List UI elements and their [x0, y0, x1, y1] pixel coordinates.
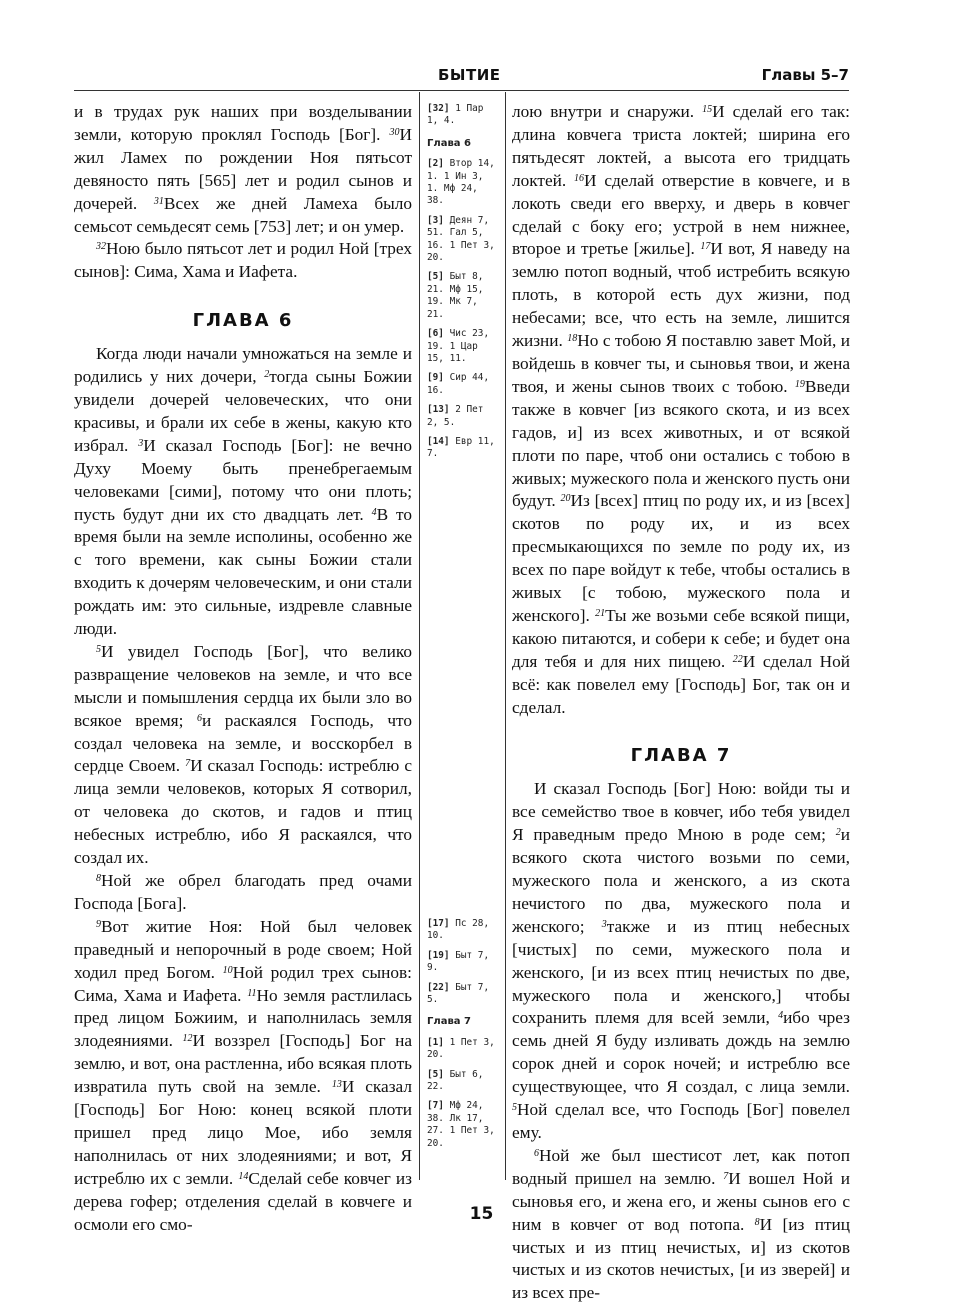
verse-text: И вот, Я наведу на землю потоп водный, чтоб истребить всякую плоть, в которой есть дух жизни, под небесами; все, что есть на земле, лишится жизни. [512, 239, 850, 351]
ref-citation: Быт 8, 21. Мф 15, 19. Мк 7, 21. [427, 271, 484, 320]
verse-text: Ной сделал все, что Господь [Бог] повелел ему. [512, 1100, 850, 1142]
cross-reference [427, 982, 499, 1007]
header-rule [74, 90, 849, 91]
verse-number: 15 [702, 104, 713, 115]
ref-verse-number: [1] [427, 1036, 444, 1048]
verse-text: и всякого скота чистого возьми по семи, мужеского пола и женского, а из скота нечистого по два, мужеского пола и женского; [512, 825, 851, 936]
left-text-column [74, 101, 412, 1237]
cross-reference [427, 1037, 499, 1062]
ref-verse-number: [14] [427, 435, 450, 447]
ref-citation: Деян 7, 51. Гал 5, 16. 1 Пет 3, 20. [427, 214, 495, 264]
verse-number: 10 [222, 964, 233, 976]
verse-text: Сделай себе ковчег из дерева гофер; отделения сделай в ковчеге и осмоли его смо- [74, 1168, 412, 1234]
ref-citation: 1 Пар 1, 4. [427, 103, 484, 127]
verse-text: Но земля растлилась пред лицом Божиим, и наполнилась земля злодеяниями. [74, 985, 413, 1051]
verse-number: 6 [196, 712, 202, 724]
verse-text: В то время были на земле исполины, особенно же с того времени, как сыны Божии стали входить к дочерям человеческим, и они стали рождать им: это сильные, издревле славные люди. [74, 504, 412, 639]
verse-number: 21 [595, 607, 606, 619]
verse-text: Когда люди начали умножаться на земле и родились у них дочери, [74, 344, 412, 387]
verse-number: 18 [567, 333, 578, 345]
ref-verse-number: [13] [427, 404, 450, 416]
ref-citation: 1 Пет 3, 20. [427, 1036, 495, 1061]
ref-chapter-label: Глава 7 [427, 1016, 471, 1028]
verse-text: И сказал Господь: истреблю с лица земли человеков, которых Я сотворил, от человека до скотов, и гадов и птиц небесных истреблю, ибо Я раскаялся, что создал их. [74, 756, 412, 868]
verse-number: 20 [560, 493, 571, 505]
ref-verse-number: [9] [427, 372, 444, 384]
verse-number: 8 [754, 1216, 760, 1228]
verse-number: 7 [723, 1170, 729, 1182]
right-text-column [512, 101, 850, 1305]
ref-citation: Быт 7, 5. [427, 981, 490, 1006]
column-divider-right [505, 92, 506, 1180]
verse-number: 30 [389, 126, 400, 138]
verse-text: лою внутри и снаружи. [512, 102, 695, 121]
verse-number: 31 [153, 195, 164, 207]
verse-number: 16 [574, 172, 585, 184]
chapter-range: Главы 5–7 [761, 66, 849, 84]
verse-paragraph [74, 641, 412, 870]
verse-paragraph [74, 343, 412, 641]
ref-citation: Быт 6, 22. [427, 1068, 484, 1093]
cross-reference [427, 103, 499, 128]
cross-reference [427, 215, 499, 265]
verse-number: 9 [96, 918, 101, 930]
verse-number: 3 [601, 918, 607, 930]
verse-paragraph [512, 778, 850, 1145]
verse-number: 12 [182, 1033, 193, 1045]
verse-number: 13 [331, 1079, 342, 1091]
ref-citation: Мф 24, 38. Лк 17, 27. 1 Пет 3, 20. [427, 1100, 495, 1149]
verse-paragraph [512, 1145, 850, 1305]
verse-text: И вошел Ной и сыновья его, и жена его, и жены сынов его с ним в ковчег от вод потопа. [512, 1168, 850, 1234]
verse-number: 4 [778, 1010, 784, 1022]
verse-text: также и из птиц небесных [чистых] по семи, мужеского пола и женского, [и из всех птиц нечистых по две, мужеского пола и женского,] чтобы сохранить племя для всей земли, [512, 916, 850, 1028]
verse-text: ибо чрез семь дней Я буду изливать дождь на землю сорок дней и сорок ночей; и истреблю все существующее, что Я создал, с лица земли. [512, 1008, 850, 1097]
ref-verse-number: [19] [427, 949, 450, 961]
chapter-heading: ГЛАВА 6 [192, 310, 294, 332]
page-number: 15 [469, 1204, 494, 1224]
verse-number: 32 [96, 241, 106, 253]
cross-reference [427, 271, 499, 321]
cross-reference [427, 436, 499, 461]
running-header [0, 62, 963, 88]
cross-reference [427, 918, 499, 943]
verse-number: 7 [185, 758, 191, 770]
verse-number: 2 [835, 827, 841, 839]
chapter-heading: ГЛАВА 7 [630, 745, 732, 767]
ref-verse-number: [22] [427, 981, 450, 993]
ref-verse-number: [17] [427, 918, 450, 929]
cross-reference [427, 1069, 499, 1094]
verse-text: Ной родил трех сынов: Сима, Хама и Иафета. [74, 962, 412, 1005]
cross-reference [427, 328, 499, 365]
verse-text: И сделал Ной всё: как повелел ему [Господь] Бог, так он и сделал. [512, 651, 850, 717]
ref-citation: Втор 14, 1. 1 Ин 3, 1. Мф 24, 38. [427, 158, 495, 207]
verse-paragraph [74, 870, 412, 916]
verse-text: тогда сыны Божии увидели дочерей человеческих, что они красивы, и брали их себе в жены, какую кто избрал. [74, 367, 412, 455]
ref-citation: 2 Пет 2, 5. [427, 404, 484, 428]
verse-number: 8 [96, 873, 101, 884]
verse-text: И сказал Господь [Бог] Ною: войди ты и все семейство твое в ковчег, ибо тебя увидел Я праведным предо Мною в роде сем; [512, 779, 850, 845]
verse-number: 19 [794, 378, 805, 390]
ref-verse-number: [2] [427, 158, 444, 170]
verse-text: Введи также в ковчег [из всякого скота, и из всех гадов, и] из всех животных, и от всякой плоти по паре, чтоб они остались с тобою в живых; мужеского пола и женского пусть они будут. [512, 376, 850, 511]
verse-paragraph [512, 101, 850, 719]
verse-text: И воззрел [Господь] Бог на землю, и вот, она растленна, ибо всякая плоть извратила путь свой на земле. [74, 1031, 412, 1097]
verse-number: 22 [732, 653, 743, 665]
verse-text: Из [всех] птиц по роду их, и из [всех] скотов по роду их, и из всех пресмыкающихся по земле по роду их, из всех по паре войдут к тебе, чтобы остались в живых [с тобою, мужеского пола и женского]. [512, 491, 850, 625]
verse-text: Ной же был шестисот лет, как потоп водный пришел на землю. [512, 1145, 850, 1188]
verse-text: и в трудах рук наших при возделывании земли, которую проклял Господь [Бог]. [74, 102, 412, 144]
verse-text: И сделай его так: длина ковчега триста локтей; ширина его пятьдесят локтей, а высота его тридцать локтей. [512, 102, 850, 190]
verse-number: 17 [700, 241, 711, 253]
verse-number: 5 [512, 1102, 517, 1114]
ref-citation: Быт 7, 9. [427, 949, 490, 974]
verse-text: Ты же возьми себе всякой пищи, какою питаются, и собери к себе; и будет она для тебя и для них пищею. [512, 605, 850, 671]
ref-citation: Пс 28, 10. [427, 918, 490, 942]
ref-verse-number: [5] [427, 1068, 444, 1080]
ref-citation: Чис 23, 19. 1 Цар 15, 11. [427, 328, 490, 364]
verse-text: Ной же обрел благодать пред очами Господа [Бога]. [74, 871, 412, 913]
verse-number: 4 [371, 506, 377, 518]
verse-text: И сделай отверстие в ковчеге, и в локоть сведи его вверху, и дверь в ковчег сделай с боку его; устрой в нем нижнее, второе и третье [жилье]. [512, 170, 850, 259]
cross-references-bottom [427, 918, 499, 1157]
verse-number: 14 [238, 1170, 249, 1182]
cross-reference [427, 404, 499, 429]
ref-citation: Сир 44, 16. [427, 372, 490, 396]
ref-verse-number: [6] [427, 328, 444, 340]
verse-text: Всех же дней Ламеха было семьсот семьдесят семь [753] лет; и он умер. [74, 193, 412, 236]
verse-text: И увидел Господь [Бог], что велико развращение человеков на земле, и что все мысли и помышления сердца их были зло во всякое время; [74, 641, 412, 730]
verse-paragraph [74, 238, 412, 284]
verse-text: И жил Ламех по рождении Ноя пятьсот девяносто пять [565] лет и родил сынов и дочерей. [74, 124, 412, 213]
verse-number: 2 [264, 369, 270, 381]
verse-paragraph [74, 916, 412, 1237]
verse-text: Ною было пятьсот лет и родил Ной [трех сынов]: Сима, Хама и Иафета. [74, 239, 412, 282]
verse-number: 11 [247, 987, 257, 999]
verse-text: И сказал [Господь] Бог Ною: конец всякой плоти пришел пред лицо Мое, ибо земля наполнилась от них злодеяниями; и вот, Я истреблю их с земли. [74, 1077, 412, 1188]
ref-chapter-label: Глава 6 [427, 137, 471, 149]
verse-text: и раскаялся Господь, что создал человека на земле, и восскорбел в сердце Своем. [74, 710, 412, 776]
ref-citation: Евр 11, 7. [427, 435, 495, 460]
ref-verse-number: [32] [427, 103, 450, 114]
ref-verse-number: [5] [427, 271, 444, 283]
verse-text: И [из птиц чистых и из птиц нечистых, и] из скотов чистых и из скотов нечистых, [и из зверей] и из всех пре- [512, 1214, 850, 1303]
verse-text: И сказал Господь [Бог]: не вечно Духу Моему быть пренебрегаемым человеками [сими], потому что они плоть; пусть будут дни их сто двадцать лет. [74, 435, 412, 524]
cross-reference [427, 158, 499, 208]
verse-number: 3 [138, 437, 144, 449]
verse-text: Но с тобою Я поставлю завет Мой, и войдешь в ковчег ты, и сыновья твои, и жена твоя, и жены сынов твоих с тобою. [512, 331, 850, 396]
verse-number: 6 [534, 1147, 539, 1159]
cross-reference [427, 372, 499, 397]
verse-paragraph [74, 101, 412, 238]
ref-verse-number: [3] [427, 214, 444, 226]
column-divider-left [419, 92, 420, 1180]
cross-references-top [427, 103, 499, 468]
verse-text: Вот житие Ноя: Ной был человек праведный и непорочный в роде своем; Ной ходил пред Богом. [74, 916, 412, 982]
book-title: БЫТИЕ [438, 66, 501, 84]
cross-reference [427, 950, 499, 975]
cross-reference [427, 1100, 499, 1150]
ref-verse-number: [7] [427, 1100, 444, 1112]
verse-number: 5 [96, 643, 101, 655]
